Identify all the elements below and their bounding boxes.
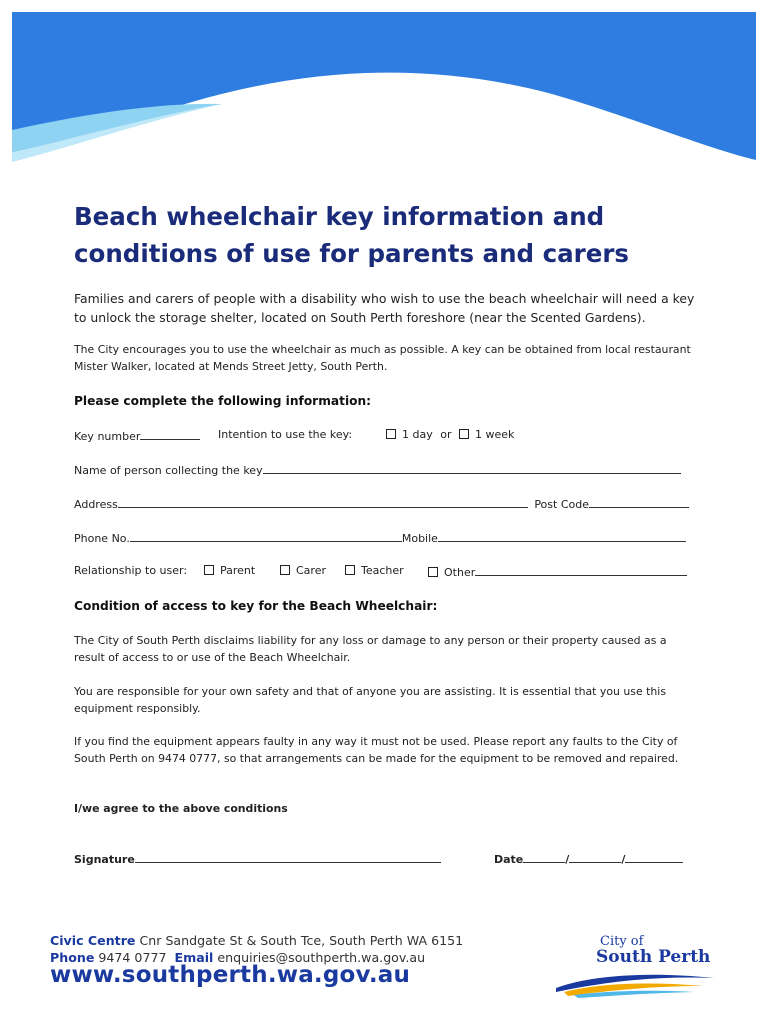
- form-heading: Please complete the following information:: [74, 394, 372, 408]
- footer-email-value[interactable]: enquiries@southperth.wa.gov.au: [217, 950, 426, 965]
- signature-label: Signature: [74, 853, 135, 866]
- date-year-field[interactable]: [625, 851, 683, 863]
- option-1-day-label: 1 day: [402, 428, 433, 441]
- footer-phone-value: 9474 0777: [98, 950, 167, 965]
- footer-email-label: Email: [174, 950, 214, 965]
- website-link[interactable]: www.southperth.wa.gov.au: [50, 962, 411, 988]
- agreement-text: I/we agree to the above conditions: [74, 802, 288, 815]
- intro-paragraph: Families and carers of people with a disability who wish to use the beach wheelchair will need a key to unlock the storage shelter, located on South Perth foreshore (near the Scented Gardens).: [74, 291, 695, 325]
- other-label: Other: [444, 566, 476, 579]
- checkbox-teacher[interactable]: [345, 565, 355, 575]
- name-field[interactable]: [263, 462, 681, 474]
- key-number-label: Key number: [74, 430, 141, 443]
- logo-south-perth: South Perth: [596, 947, 711, 967]
- page-title: [74, 198, 674, 272]
- date-month-field[interactable]: [569, 851, 621, 863]
- or-text: or: [440, 428, 452, 441]
- condition-liability: The City of South Perth disclaims liability for any loss or damage to any person or their property caused as a result of access to or use of the Beach Wheelchair.: [74, 634, 667, 664]
- date-day-field[interactable]: [523, 851, 565, 863]
- teacher-label: Teacher: [361, 564, 404, 577]
- date-separator-2: /: [621, 853, 626, 866]
- civic-centre-address: Cnr Sandgate St & South Tce, South Perth WA 6151: [139, 933, 464, 948]
- intention-label: Intention to use the key:: [218, 428, 353, 441]
- header-wave-banner: [12, 12, 756, 162]
- phone-label: Phone No.: [74, 532, 130, 545]
- footer-phone-label: Phone: [50, 950, 95, 965]
- postcode-field[interactable]: [589, 496, 689, 508]
- title-line-1: Beach wheelchair key information and: [74, 202, 605, 231]
- checkbox-1-day[interactable]: [386, 429, 396, 439]
- date-separator-1: /: [565, 853, 570, 866]
- address-label: Address: [74, 498, 118, 511]
- mobile-field[interactable]: [438, 530, 686, 542]
- parent-label: Parent: [220, 564, 256, 577]
- phone-field[interactable]: [130, 530, 402, 542]
- logo-swoosh-icon: [554, 968, 724, 998]
- footer-contact: [50, 932, 463, 966]
- date-label: Date: [494, 853, 524, 866]
- option-1-week-label: 1 week: [475, 428, 515, 441]
- mobile-label: Mobile: [401, 532, 438, 545]
- other-field[interactable]: [475, 564, 687, 576]
- title-line-2: conditions of use for parents and carers: [74, 239, 630, 268]
- checkbox-parent[interactable]: [204, 565, 214, 575]
- checkbox-carer[interactable]: [280, 565, 290, 575]
- checkbox-other[interactable]: [428, 567, 438, 577]
- name-row: [74, 462, 700, 478]
- civic-centre-label: Civic Centre: [50, 933, 136, 948]
- name-label: Name of person collecting the key: [74, 464, 263, 477]
- logo-city-of: City of: [600, 934, 644, 949]
- city-of-south-perth-logo: [554, 930, 724, 1000]
- key-obtain-paragraph: The City encourages you to use the wheelchair as much as possible. A key can be obtained from local restaurant Mister Walker, located at Mends Street Jetty, South Perth.: [74, 343, 691, 373]
- signature-field[interactable]: [135, 851, 441, 863]
- phone-row: [74, 530, 700, 546]
- address-field[interactable]: [118, 496, 528, 508]
- carer-label: Carer: [296, 564, 326, 577]
- postcode-label: Post Code: [534, 498, 589, 511]
- civic-centre-line: [50, 932, 463, 949]
- address-row: [74, 496, 700, 512]
- condition-responsibility: You are responsible for your own safety and that of anyone you are assisting. It is essential that you use this equipment responsibly.: [74, 685, 666, 715]
- conditions-heading: Condition of access to key for the Beach Wheelchair:: [74, 599, 438, 613]
- key-number-field[interactable]: [140, 428, 200, 440]
- relationship-label: Relationship to user:: [74, 564, 188, 577]
- checkbox-1-week[interactable]: [459, 429, 469, 439]
- condition-faults: If you find the equipment appears faulty in any way it must not be used. Please report any faults to the City of South Perth on 9474 0777, so that arrangements can be made for the equipment to be removed and repaired.: [74, 735, 679, 765]
